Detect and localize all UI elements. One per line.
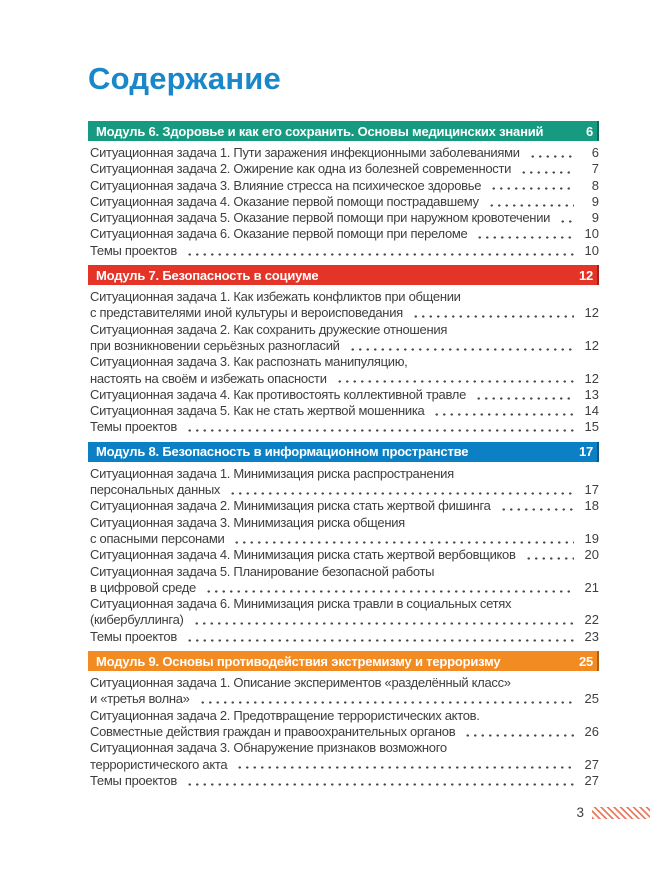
dot-leader bbox=[559, 210, 574, 226]
toc-entry-line bbox=[88, 338, 599, 354]
toc-entry-page-number: 22 bbox=[584, 612, 599, 628]
module-header-title: Модуль 8. Безопасность в информационном пространстве bbox=[96, 444, 469, 460]
toc-entry-text: Ситуационная задача 3. Влияние стресса на психическое здоровье bbox=[90, 177, 482, 193]
toc-entry-page-number: 8 bbox=[591, 177, 599, 193]
module-section bbox=[88, 442, 599, 647]
toc-entry-line bbox=[88, 629, 599, 645]
page-title: Содержание bbox=[88, 61, 281, 96]
toc-entry-text: Темы проектов bbox=[90, 419, 177, 435]
toc-entry-line bbox=[88, 691, 599, 707]
toc-entry-text: в цифровой среде bbox=[90, 579, 196, 595]
toc-entry-page-number: 9 bbox=[591, 193, 599, 209]
toc-entry-line bbox=[88, 498, 599, 514]
module-header bbox=[88, 265, 599, 285]
toc-entry-line bbox=[88, 482, 599, 498]
toc-entry-line bbox=[88, 466, 599, 482]
toc-entry-text: террористического акта bbox=[90, 756, 228, 772]
toc-entry-page-number: 15 bbox=[584, 419, 599, 435]
toc-entry-page-number: 20 bbox=[584, 547, 599, 563]
module-entries bbox=[88, 285, 599, 438]
dot-leader bbox=[205, 580, 574, 596]
toc-entry-text: Темы проектов bbox=[90, 772, 177, 788]
toc-entry-page-number: 13 bbox=[584, 386, 599, 402]
toc-entry-text: с представителями иной культуры и вероисповедания bbox=[90, 305, 403, 321]
toc-entry-line bbox=[88, 515, 599, 531]
toc-entry-text: Ситуационная задача 1. Минимизация риска распространения bbox=[90, 465, 454, 481]
toc-entry-text: (кибербуллинга) bbox=[90, 612, 184, 628]
toc-entry-text: Ситуационная задача 2. Минимизация риска стать жертвой фишинга bbox=[90, 498, 491, 514]
toc-entry-line bbox=[88, 387, 599, 403]
dot-leader bbox=[500, 498, 574, 514]
toc-entry-page-number: 7 bbox=[591, 161, 599, 177]
toc-entry-text: Ситуационная задача 4. Оказание первой помощи пострадавшему bbox=[90, 193, 479, 209]
toc-entry-line bbox=[88, 322, 599, 338]
toc-entry-line bbox=[88, 371, 599, 387]
toc-entry-text: Ситуационная задача 4. Как противостоять коллективной травле bbox=[90, 386, 466, 402]
module-section bbox=[88, 651, 599, 791]
dot-leader bbox=[193, 612, 574, 628]
corner-hatch-decoration bbox=[592, 807, 650, 819]
dot-leader bbox=[488, 194, 574, 210]
toc-entry-line bbox=[88, 145, 599, 161]
toc-entry-page-number: 17 bbox=[584, 482, 599, 498]
toc-entry-line bbox=[88, 243, 599, 259]
toc-entry-page-number: 12 bbox=[584, 337, 599, 353]
toc-entry-text: Ситуационная задача 1. Пути заражения инфекционными заболеваниями bbox=[90, 145, 520, 160]
toc-entry-page-number: 27 bbox=[584, 772, 599, 788]
toc bbox=[88, 121, 599, 791]
toc-entry-text: Ситуационная задача 5. Оказание первой помощи при наружном кровотечении bbox=[90, 210, 551, 226]
toc-entry-line bbox=[88, 403, 599, 419]
toc-entry-text: настоять на своём и избежать опасности bbox=[90, 370, 327, 386]
toc-entry-text: Ситуационная задача 6. Минимизация риска травли в социальных сетях bbox=[90, 596, 512, 612]
dot-leader bbox=[186, 629, 574, 645]
dot-leader bbox=[490, 178, 574, 194]
toc-entry-text: Ситуационная задача 4. Минимизация риска стать жертвой вербовщиков bbox=[90, 547, 516, 563]
toc-entry-text: Ситуационная задача 1. Описание экспериментов «разделённый класс» bbox=[90, 675, 511, 691]
page-footer bbox=[576, 805, 650, 820]
dot-leader bbox=[476, 226, 574, 242]
dot-leader bbox=[475, 387, 574, 403]
toc-entry-line bbox=[88, 354, 599, 370]
module-section bbox=[88, 121, 599, 261]
toc-entry-page-number: 14 bbox=[584, 403, 599, 419]
module-header-page-number: 25 bbox=[578, 653, 593, 669]
toc-entry-page-number: 25 bbox=[584, 691, 599, 707]
module-header bbox=[88, 121, 599, 141]
module-header-title: Модуль 9. Основы противодействия экстремизму и терроризму bbox=[96, 653, 501, 669]
toc-entry-text: с опасными персонами bbox=[90, 530, 225, 546]
toc-entry-page-number: 23 bbox=[584, 628, 599, 644]
module-header-title: Модуль 7. Безопасность в социуме bbox=[96, 267, 319, 283]
toc-entry-page-number: 18 bbox=[584, 498, 599, 514]
dot-leader bbox=[525, 547, 574, 563]
dot-leader bbox=[236, 757, 574, 773]
toc-entry-text: Темы проектов bbox=[90, 628, 177, 644]
toc-entry-line bbox=[88, 675, 599, 691]
toc-entry-line bbox=[88, 612, 599, 628]
toc-entry-page-number: 27 bbox=[584, 756, 599, 772]
toc-entry-text: Ситуационная задача 2. Предотвращение террористических актов. bbox=[90, 707, 480, 723]
toc-entry-text: Ситуационная задача 3. Минимизация риска общения bbox=[90, 514, 405, 530]
toc-entry-text: Ситуационная задача 6. Оказание первой помощи при переломе bbox=[90, 226, 468, 242]
toc-entry-line bbox=[88, 305, 599, 321]
dot-leader bbox=[186, 243, 574, 259]
module-header bbox=[88, 442, 599, 462]
dot-leader bbox=[520, 161, 574, 177]
module-entries bbox=[88, 671, 599, 791]
toc-entry-line bbox=[88, 757, 599, 773]
toc-entry-line bbox=[88, 596, 599, 612]
toc-entry-text: Ситуационная задача 5. Как не стать жертвой мошенника bbox=[90, 403, 425, 419]
toc-entry-page-number: 10 bbox=[584, 226, 599, 242]
module-entries bbox=[88, 141, 599, 261]
toc-entry-text: Ситуационная задача 1. Как избежать конфликтов при общении bbox=[90, 289, 461, 305]
toc-entry-line bbox=[88, 178, 599, 194]
toc-entry-line bbox=[88, 708, 599, 724]
toc-entry-line bbox=[88, 773, 599, 789]
dot-leader bbox=[433, 403, 574, 419]
toc-entry-page-number: 10 bbox=[584, 242, 599, 258]
toc-entry-line bbox=[88, 161, 599, 177]
module-header bbox=[88, 651, 599, 671]
toc-entry-text: Ситуационная задача 2. Ожирение как одна из болезней современности bbox=[90, 161, 512, 177]
toc-entry-text: при возникновении серьёзных разногласий bbox=[90, 337, 340, 353]
toc-entry-page-number: 26 bbox=[584, 723, 599, 739]
toc-entry-line bbox=[88, 210, 599, 226]
toc-entry-page-number: 6 bbox=[591, 145, 599, 160]
toc-entry-line bbox=[88, 531, 599, 547]
toc-entry-line bbox=[88, 580, 599, 596]
toc-entry-page-number: 12 bbox=[584, 305, 599, 321]
toc-entry-line bbox=[88, 289, 599, 305]
toc-entry-page-number: 9 bbox=[591, 210, 599, 226]
toc-entry-page-number: 12 bbox=[584, 370, 599, 386]
toc-entry-text: и «третья волна» bbox=[90, 691, 190, 707]
dot-leader bbox=[186, 419, 574, 435]
module-section bbox=[88, 265, 599, 438]
toc-entry-text: Совместные действия граждан и правоохранительных органов bbox=[90, 723, 456, 739]
module-header-page-number: 17 bbox=[578, 444, 593, 460]
dot-leader bbox=[229, 482, 574, 498]
toc-entry-line bbox=[88, 226, 599, 242]
module-header-page-number: 6 bbox=[585, 123, 593, 139]
dot-leader bbox=[529, 145, 574, 161]
toc-entry-line bbox=[88, 564, 599, 580]
dot-leader bbox=[336, 371, 574, 387]
toc-entry-text: Ситуационная задача 3. Как распознать манипуляцию, bbox=[90, 354, 408, 370]
dot-leader bbox=[464, 724, 574, 740]
toc-entry-line bbox=[88, 194, 599, 210]
toc-entry-line bbox=[88, 740, 599, 756]
toc-entry-text: Темы проектов bbox=[90, 242, 177, 258]
module-header-title: Модуль 6. Здоровье и как его сохранить. Основы медицинских знаний bbox=[96, 123, 544, 139]
toc-entry-text: персональных данных bbox=[90, 482, 221, 498]
dot-leader bbox=[349, 338, 574, 354]
module-header-page-number: 12 bbox=[578, 267, 593, 283]
toc-entry-text: Ситуационная задача 2. Как сохранить дружеские отношения bbox=[90, 321, 448, 337]
toc-entry-page-number: 21 bbox=[584, 579, 599, 595]
dot-leader bbox=[199, 691, 574, 707]
dot-leader bbox=[186, 773, 574, 789]
toc-entry-line bbox=[88, 547, 599, 563]
module-entries bbox=[88, 462, 599, 647]
dot-leader bbox=[233, 531, 574, 547]
toc-entry-page-number: 19 bbox=[584, 530, 599, 546]
toc-entry-line bbox=[88, 419, 599, 435]
dot-leader bbox=[412, 305, 574, 321]
toc-entry-line bbox=[88, 724, 599, 740]
toc-entry-text: Ситуационная задача 3. Обнаружение признаков возможного bbox=[90, 740, 447, 756]
toc-entry-text: Ситуационная задача 5. Планирование безопасной работы bbox=[90, 563, 435, 579]
footer-page-number: 3 bbox=[576, 805, 584, 820]
